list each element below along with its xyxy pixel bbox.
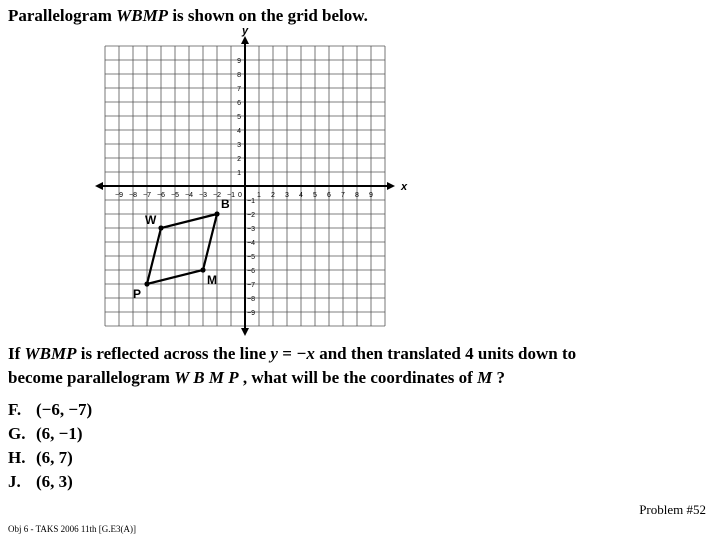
answer-letter: G. — [8, 424, 26, 443]
coordinate-grid — [100, 25, 408, 328]
x-tick-label: 7 — [341, 192, 345, 199]
answer-choices — [8, 398, 92, 494]
y-tick-label: 1 — [237, 170, 241, 177]
question-part: and then translated 4 units down to — [314, 344, 577, 363]
x-axis-label: x — [401, 181, 408, 193]
vertex-label-w: W — [145, 213, 157, 227]
vertex-point-w — [158, 225, 163, 230]
y-tick-label: −3 — [247, 226, 255, 233]
x-tick-label: −1 — [227, 192, 235, 199]
question-part: , what will be the coordinates of — [238, 368, 478, 387]
y-tick-label: −6 — [247, 268, 255, 275]
y-tick-label: 2 — [237, 156, 241, 163]
vertex-label-b: B — [221, 197, 230, 211]
x-tick-label: −4 — [185, 192, 193, 199]
x-tick-label: 4 — [299, 192, 303, 199]
answer-value: (6, −1) — [36, 424, 83, 443]
question-part: become parallelogram — [8, 368, 175, 387]
reflection-line-equation: y = −x — [270, 344, 315, 363]
x-tick-label: −9 — [115, 192, 123, 199]
y-tick-label: −2 — [247, 212, 255, 219]
x-tick-label: 2 — [271, 192, 275, 199]
x-tick-label: 9 — [369, 192, 373, 199]
answer-choice-j[interactable] — [8, 470, 92, 494]
image-shape-name: W B M P — [174, 368, 239, 387]
question-shape-name: WBMP — [24, 344, 77, 363]
y-tick-label: 3 — [237, 142, 241, 149]
vertex-label-p: P — [133, 287, 142, 301]
y-tick-label: −4 — [247, 240, 255, 247]
y-axis-arrow-down — [241, 328, 249, 336]
x-axis-arrow-left — [95, 182, 103, 190]
title-text-end: is shown on the grid below. — [168, 6, 368, 25]
question-part: If — [8, 344, 25, 363]
problem-number: Problem #52 — [639, 502, 706, 517]
y-tick-label: −8 — [247, 296, 255, 303]
answer-value: (6, 7) — [36, 448, 73, 467]
answer-choice-h[interactable] — [8, 446, 92, 470]
x-tick-label: 8 — [355, 192, 359, 199]
answer-choice-g[interactable] — [8, 422, 92, 446]
vertex-point-m — [200, 267, 205, 272]
x-tick-label: 0 — [238, 192, 242, 199]
x-tick-label: 1 — [257, 192, 261, 199]
y-tick-label: 8 — [237, 72, 241, 79]
objective-reference: Obj 6 - TAKS 2006 11th [G.E3(A)] — [8, 524, 137, 534]
y-axis-label: y — [242, 25, 249, 37]
y-tick-label: 6 — [237, 100, 241, 107]
vertex-point-b — [214, 211, 219, 216]
x-tick-label: −8 — [129, 192, 137, 199]
target-vertex: M — [477, 368, 493, 387]
question-part: ? — [492, 368, 505, 387]
vertex-point-p — [144, 281, 149, 286]
x-tick-label: −5 — [171, 192, 179, 199]
y-tick-label: −7 — [247, 282, 255, 289]
title-shape-name: WBMP — [116, 6, 169, 25]
x-tick-label: −3 — [199, 192, 207, 199]
x-tick-label: −7 — [143, 192, 151, 199]
x-tick-label: 3 — [285, 192, 289, 199]
answer-value: (6, 3) — [36, 472, 73, 491]
y-axis-arrow-up — [241, 36, 249, 44]
answer-letter: F. — [8, 400, 22, 419]
x-tick-label: −6 — [157, 192, 165, 199]
answer-choice-f[interactable] — [8, 398, 92, 422]
x-tick-label: 6 — [327, 192, 331, 199]
y-tick-label: 5 — [237, 114, 241, 121]
answer-letter: H. — [8, 448, 26, 467]
question-text — [8, 342, 708, 390]
answer-letter: J. — [8, 472, 21, 491]
y-tick-label: −9 — [247, 310, 255, 317]
y-tick-label: −1 — [247, 198, 255, 205]
problem-title — [8, 6, 368, 26]
y-tick-label: 4 — [237, 128, 241, 135]
x-tick-label: 5 — [313, 192, 317, 199]
x-axis-arrow-right — [387, 182, 395, 190]
question-part: is reflected across the line — [76, 344, 271, 363]
y-tick-label: 9 — [237, 58, 241, 65]
y-tick-label: 7 — [237, 86, 241, 93]
title-text: Parallelogram — [8, 6, 117, 25]
answer-value: (−6, −7) — [36, 400, 93, 419]
y-tick-label: −5 — [247, 254, 255, 261]
vertex-label-m: M — [207, 273, 217, 287]
x-tick-label: −2 — [213, 192, 221, 199]
